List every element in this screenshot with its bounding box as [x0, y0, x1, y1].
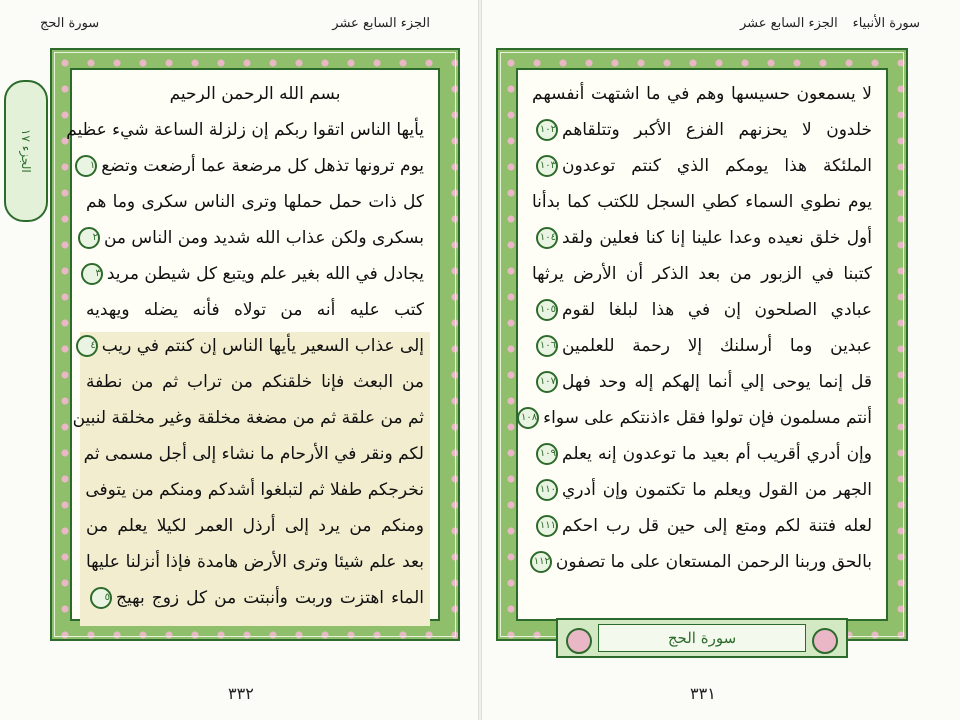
ayah-number-marker: ١٠٨: [517, 407, 539, 429]
right-page-ornamental-frame: [496, 48, 908, 647]
verse-line: [532, 508, 872, 544]
surah-title: سورة الحج: [598, 624, 806, 652]
ayah-number-marker: ٢: [78, 227, 100, 249]
juz-marker: [4, 80, 48, 222]
verse-line: [532, 256, 872, 292]
verse-line: [532, 328, 872, 364]
verse-text: لعله فتنة لكم ومتع إلى حين قل رب احكم: [562, 516, 872, 536]
juz-marker-label: الجزء ١٧: [19, 129, 33, 173]
verse-line: [521, 400, 872, 436]
ayah-number-marker: ١٠٦: [536, 335, 558, 357]
left-page-surah-header: سورة الحج: [40, 16, 100, 31]
verse-line: [72, 400, 424, 436]
verse-line: [86, 580, 424, 616]
left-page-number: ٣٣٢: [228, 684, 254, 703]
verse-line: [532, 364, 872, 400]
ayah-number-marker: ١٠٧: [536, 371, 558, 393]
ayah-number-marker: ١١١: [536, 515, 558, 537]
verse-text: يجادل في الله بغير علم ويتبع كل شيطن مريد: [106, 264, 424, 284]
verse-text: بعد علم شيئا وترى الأرض هامدة فإذا أنزلنا عليها: [86, 552, 424, 572]
verse-text: لا يسمعون حسيسها وهم في ما اشتهت أنفسهم: [532, 84, 872, 104]
right-page-number: ٣٣١: [690, 684, 716, 703]
left-page: [0, 0, 478, 720]
verse-text: نخرجكم طفلا ثم لتبلغوا أشدكم ومنكم من يتوفى: [85, 480, 424, 500]
verse-line: [532, 544, 872, 580]
verse-text: وإن أدري أقريب أم بعيد ما توعدون إنه يعلم: [562, 444, 872, 464]
verse-text: كتبنا في الزبور من بعد الذكر أن الأرض يرثها: [532, 264, 872, 284]
verse-text: بسم الله الرحمن الرحيم: [169, 84, 341, 104]
ayah-number-marker: ١٠٣: [536, 155, 558, 177]
ayah-number-marker: ١٠٤: [536, 227, 558, 249]
verse-text: ومنكم من يرد إلى أرذل العمر لكيلا يعلم من: [86, 516, 424, 536]
ayah-number-marker: ١٠٥: [536, 299, 558, 321]
verse-line: [86, 184, 424, 220]
ayah-number-marker: ٥: [90, 587, 112, 609]
verse-text: ثم من علقة ثم من مضغة مخلقة وغير مخلقة لنبين: [72, 408, 424, 428]
verse-line: [86, 292, 424, 328]
verse-text: كتب عليه أنه من تولاه فأنه يضله ويهديه: [86, 300, 424, 320]
ayah-number-marker: ١٠٩: [536, 443, 558, 465]
verse-line: [532, 76, 872, 112]
verse-line: [532, 112, 872, 148]
left-page-juz-header: الجزء السابع عشر: [332, 16, 430, 31]
verse-text: من البعث فإنا خلقنكم من تراب ثم من نطفة: [86, 372, 424, 392]
verse-line: [532, 148, 872, 184]
left-page-text-area: [66, 68, 440, 621]
right-page-juz-header: الجزء السابع عشر: [740, 16, 838, 31]
banner-rosette-icon: [566, 628, 592, 654]
verse-line: [66, 112, 424, 148]
verse-text: بالحق وربنا الرحمن المستعان على ما تصفون: [555, 552, 872, 572]
verse-line: [86, 364, 424, 400]
surah-title-banner: [556, 618, 848, 658]
verse-text: عبدين وما أرسلنك إلا رحمة للعلمين: [562, 336, 872, 356]
verse-text: عبادي الصلحون إن في هذا لبلغا لقوم: [562, 300, 872, 320]
verse-text: يوم نطوي السماء كطي السجل للكتب كما بدأنا: [532, 192, 872, 212]
ayah-number-marker: ١: [75, 155, 97, 177]
verse-text: الماء اهتزت وربت وأنبتت من كل زوج بهيج: [116, 588, 424, 608]
verse-text: يأيها الناس اتقوا ربكم إن زلزلة الساعة شيء عظيم: [66, 120, 424, 140]
verse-line: [86, 508, 424, 544]
ayah-number-marker: ١١٠: [536, 479, 558, 501]
verse-line: [86, 76, 424, 112]
verse-line: [86, 544, 424, 580]
verse-text: الجهر من القول ويعلم ما تكتمون وإن أدري: [562, 480, 872, 500]
verse-text: كل ذات حمل حملها وترى الناس سكرى وما هم: [86, 192, 424, 212]
verse-text: يوم ترونها تذهل كل مرضعة عما أرضعت وتضع: [101, 156, 424, 176]
ayah-number-marker: ٣: [81, 263, 103, 285]
right-page-surah-header: سورة الأنبياء: [852, 16, 920, 31]
verse-text: أنتم مسلمون فإن تولوا فقل ءاذنتكم على سواء: [543, 408, 872, 428]
verse-text: أول خلق نعيده وعدا علينا إنا كنا فعلين ولقد: [562, 228, 872, 248]
verse-line: [532, 184, 872, 220]
verse-text: خلدون لا يحزنهم الفزع الأكبر وتتلقاهم: [562, 120, 872, 140]
left-page-ornamental-frame: [50, 48, 460, 641]
verse-text: إلى عذاب السعير يأيها الناس إن كنتم في ريب: [101, 336, 424, 356]
verse-line: [83, 436, 424, 472]
verse-text: لكم ونقر في الأرحام ما نشاء إلى أجل مسمى ثم: [83, 444, 424, 464]
right-page: [482, 0, 960, 720]
verse-line: [532, 472, 872, 508]
right-page-text-area: [516, 68, 888, 647]
verse-line: [86, 472, 424, 508]
verse-text: قل إنما يوحى إلي أنما إلهكم إله وحد فهل: [562, 372, 872, 392]
verse-line: [86, 328, 424, 364]
verse-text: بسكرى ولكن عذاب الله شديد ومن الناس من: [103, 228, 424, 248]
ayah-number-marker: ١١٢: [530, 551, 552, 573]
verse-text: الملئكة هذا يومكم الذي كنتم توعدون: [562, 156, 872, 176]
ayah-number-marker: ١٠٢: [536, 119, 558, 141]
verse-line: [532, 436, 872, 472]
banner-rosette-icon: [812, 628, 838, 654]
verse-line: [86, 256, 424, 292]
verse-line: [532, 292, 872, 328]
verse-line: [86, 220, 424, 256]
verse-line: [86, 148, 424, 184]
verse-line: [532, 220, 872, 256]
ayah-number-marker: ٤: [76, 335, 98, 357]
